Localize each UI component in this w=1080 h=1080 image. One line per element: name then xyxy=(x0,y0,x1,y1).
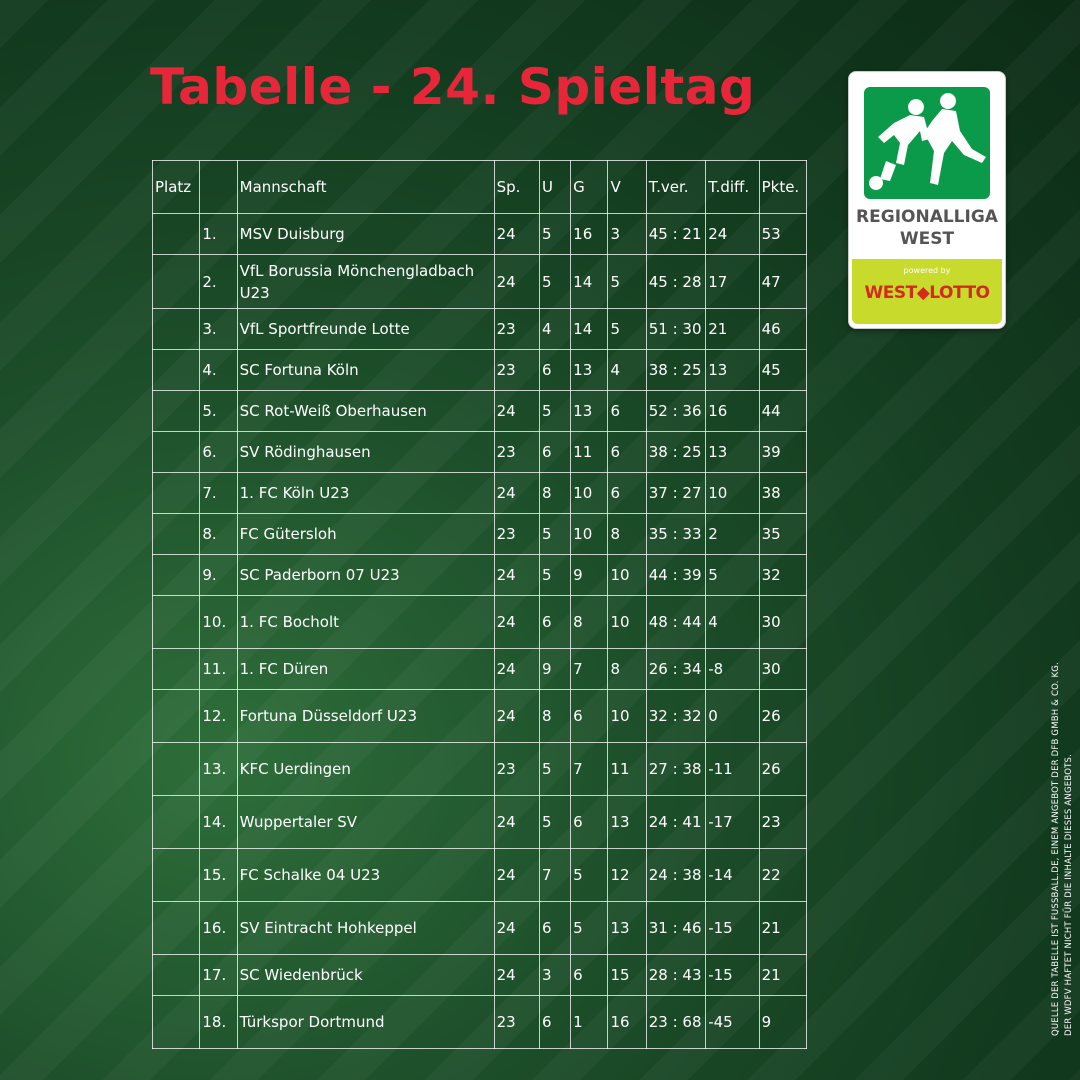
regionalliga-west-logo xyxy=(848,71,1006,329)
cell-draws: 9 xyxy=(539,649,570,690)
cell-losses: 5 xyxy=(608,255,646,309)
cell-draws: 5 xyxy=(539,555,570,596)
cell-draws: 5 xyxy=(539,214,570,255)
cell-points: 21 xyxy=(759,955,806,996)
cell-games: 24 xyxy=(494,690,539,743)
page-title: Tabelle - 24. Spieltag xyxy=(150,58,756,116)
cell-rank: 3. xyxy=(200,309,237,350)
table-row xyxy=(153,996,807,1049)
cell-draws: 5 xyxy=(539,796,570,849)
cell-games: 24 xyxy=(494,473,539,514)
column-header-losses: V xyxy=(608,161,646,214)
league-name-line1: REGIONALLIGA xyxy=(856,207,998,227)
cell-rank: 7. xyxy=(200,473,237,514)
cell-wins: 11 xyxy=(571,432,608,473)
cell-wins: 6 xyxy=(571,690,608,743)
table-header xyxy=(153,161,807,214)
cell-goal-diff: 13 xyxy=(706,432,759,473)
cell-wins: 14 xyxy=(571,255,608,309)
cell-rank: 12. xyxy=(200,690,237,743)
cell-goal-diff: 4 xyxy=(706,596,759,649)
cell-goal-diff: -15 xyxy=(706,902,759,955)
cell-goals: 28 : 43 xyxy=(646,955,705,996)
cell-wins: 16 xyxy=(571,214,608,255)
column-header-points: Pkte. xyxy=(759,161,806,214)
football-players-icon xyxy=(864,87,990,199)
cell-draws: 5 xyxy=(539,391,570,432)
cell-goal-diff: 21 xyxy=(706,309,759,350)
cell-games: 24 xyxy=(494,649,539,690)
cell-rank: 15. xyxy=(200,849,237,902)
cell-wins: 1 xyxy=(571,996,608,1049)
cell-platz xyxy=(153,432,200,473)
cell-points: 53 xyxy=(759,214,806,255)
cell-points: 30 xyxy=(759,596,806,649)
cell-goal-diff: -11 xyxy=(706,743,759,796)
cell-team: SC Paderborn 07 U23 xyxy=(237,555,494,596)
cell-goals: 45 : 28 xyxy=(646,255,705,309)
league-name-line2: WEST xyxy=(899,229,955,249)
cell-draws: 6 xyxy=(539,596,570,649)
cell-points: 47 xyxy=(759,255,806,309)
cell-goals: 45 : 21 xyxy=(646,214,705,255)
cell-platz xyxy=(153,514,200,555)
cell-team: VfL Borussia Mönchengladbach U23 xyxy=(237,255,494,309)
cell-platz xyxy=(153,902,200,955)
cell-wins: 5 xyxy=(571,849,608,902)
cell-goals: 24 : 38 xyxy=(646,849,705,902)
cell-rank: 18. xyxy=(200,996,237,1049)
cell-losses: 6 xyxy=(608,432,646,473)
cell-points: 39 xyxy=(759,432,806,473)
cell-platz xyxy=(153,690,200,743)
cell-team: 1. FC Köln U23 xyxy=(237,473,494,514)
cell-goal-diff: 13 xyxy=(706,350,759,391)
cell-rank: 17. xyxy=(200,955,237,996)
cell-goal-diff: 0 xyxy=(706,690,759,743)
table-row xyxy=(153,555,807,596)
cell-goals: 31 : 46 xyxy=(646,902,705,955)
cell-wins: 6 xyxy=(571,796,608,849)
cell-goals: 52 : 36 xyxy=(646,391,705,432)
cell-losses: 6 xyxy=(608,391,646,432)
cell-points: 30 xyxy=(759,649,806,690)
cell-points: 45 xyxy=(759,350,806,391)
cell-draws: 6 xyxy=(539,996,570,1049)
cell-games: 24 xyxy=(494,555,539,596)
cell-wins: 10 xyxy=(571,514,608,555)
cell-games: 23 xyxy=(494,514,539,555)
cell-points: 26 xyxy=(759,690,806,743)
column-header-games: Sp. xyxy=(494,161,539,214)
source-note-line1: QUELLE DER TABELLE IST FUSSBALL.DE, EINEM ANGEBOT DER DFB GMBH & CO. KG. xyxy=(1051,662,1061,1036)
column-header-draws: U xyxy=(539,161,570,214)
cell-draws: 8 xyxy=(539,690,570,743)
cell-games: 23 xyxy=(494,350,539,391)
cell-losses: 10 xyxy=(608,690,646,743)
cell-rank: 10. xyxy=(200,596,237,649)
cell-goal-diff: -45 xyxy=(706,996,759,1049)
sponsor-logo: WEST◆LOTTO xyxy=(864,283,990,303)
cell-goals: 27 : 38 xyxy=(646,743,705,796)
cell-goals: 32 : 32 xyxy=(646,690,705,743)
cell-team: Fortuna Düsseldorf U23 xyxy=(237,690,494,743)
cell-goals: 44 : 39 xyxy=(646,555,705,596)
cell-platz xyxy=(153,996,200,1049)
cell-team: 1. FC Bocholt xyxy=(237,596,494,649)
table-row xyxy=(153,743,807,796)
cell-draws: 7 xyxy=(539,849,570,902)
table-row xyxy=(153,391,807,432)
cell-team: SC Wiedenbrück xyxy=(237,955,494,996)
cell-games: 23 xyxy=(494,309,539,350)
cell-losses: 13 xyxy=(608,796,646,849)
cell-team: SV Rödinghausen xyxy=(237,432,494,473)
cell-losses: 8 xyxy=(608,649,646,690)
cell-goals: 38 : 25 xyxy=(646,432,705,473)
cell-platz xyxy=(153,596,200,649)
cell-games: 24 xyxy=(494,902,539,955)
table-row xyxy=(153,214,807,255)
column-header-rank xyxy=(200,161,237,214)
cell-wins: 13 xyxy=(571,391,608,432)
cell-losses: 3 xyxy=(608,214,646,255)
players-silhouette xyxy=(864,87,990,199)
cell-points: 44 xyxy=(759,391,806,432)
cell-team: SC Rot-Weiß Oberhausen xyxy=(237,391,494,432)
cell-goals: 26 : 34 xyxy=(646,649,705,690)
column-header-platz: Platz xyxy=(153,161,200,214)
table-body xyxy=(153,214,807,1049)
cell-games: 24 xyxy=(494,596,539,649)
cell-platz xyxy=(153,255,200,309)
cell-wins: 6 xyxy=(571,955,608,996)
cell-draws: 5 xyxy=(539,255,570,309)
cell-wins: 14 xyxy=(571,309,608,350)
cell-goal-diff: -14 xyxy=(706,849,759,902)
cell-points: 35 xyxy=(759,514,806,555)
cell-goal-diff: 2 xyxy=(706,514,759,555)
cell-games: 24 xyxy=(494,796,539,849)
cell-rank: 9. xyxy=(200,555,237,596)
table-row xyxy=(153,649,807,690)
cell-goal-diff: 16 xyxy=(706,391,759,432)
table-row xyxy=(153,596,807,649)
source-note-line2: DER WDFV HAFTET NICHT FÜR DIE INHALTE DIESES ANGEBOTS. xyxy=(1064,754,1074,1036)
table-row xyxy=(153,849,807,902)
table-row xyxy=(153,255,807,309)
cell-games: 23 xyxy=(494,743,539,796)
cell-wins: 8 xyxy=(571,596,608,649)
cell-team: SC Fortuna Köln xyxy=(237,350,494,391)
sponsor-band xyxy=(852,259,1002,324)
cell-goal-diff: -15 xyxy=(706,955,759,996)
cell-losses: 12 xyxy=(608,849,646,902)
cell-rank: 6. xyxy=(200,432,237,473)
cell-rank: 4. xyxy=(200,350,237,391)
cell-team: MSV Duisburg xyxy=(237,214,494,255)
cell-losses: 13 xyxy=(608,902,646,955)
cell-points: 32 xyxy=(759,555,806,596)
cell-points: 38 xyxy=(759,473,806,514)
cell-draws: 6 xyxy=(539,902,570,955)
cell-games: 24 xyxy=(494,849,539,902)
cell-rank: 2. xyxy=(200,255,237,309)
cell-team: Wuppertaler SV xyxy=(237,796,494,849)
cell-wins: 7 xyxy=(571,649,608,690)
cell-wins: 10 xyxy=(571,473,608,514)
table-row xyxy=(153,309,807,350)
cell-platz xyxy=(153,473,200,514)
table-row xyxy=(153,514,807,555)
cell-games: 23 xyxy=(494,996,539,1049)
league-name xyxy=(849,206,1005,250)
cell-points: 21 xyxy=(759,902,806,955)
cell-points: 46 xyxy=(759,309,806,350)
cell-losses: 4 xyxy=(608,350,646,391)
cell-goal-diff: 24 xyxy=(706,214,759,255)
cell-team: SV Eintracht Hohkeppel xyxy=(237,902,494,955)
cell-losses: 11 xyxy=(608,743,646,796)
cell-losses: 16 xyxy=(608,996,646,1049)
cell-goals: 23 : 68 xyxy=(646,996,705,1049)
cell-wins: 5 xyxy=(571,902,608,955)
cell-rank: 13. xyxy=(200,743,237,796)
column-header-wins: G xyxy=(571,161,608,214)
cell-points: 22 xyxy=(759,849,806,902)
table-row xyxy=(153,432,807,473)
cell-platz xyxy=(153,849,200,902)
table-row xyxy=(153,902,807,955)
cell-platz xyxy=(153,649,200,690)
cell-team: 1. FC Düren xyxy=(237,649,494,690)
cell-losses: 10 xyxy=(608,596,646,649)
cell-games: 24 xyxy=(494,391,539,432)
table-row xyxy=(153,350,807,391)
cell-rank: 8. xyxy=(200,514,237,555)
cell-team: KFC Uerdingen xyxy=(237,743,494,796)
cell-goal-diff: 5 xyxy=(706,555,759,596)
cell-rank: 5. xyxy=(200,391,237,432)
cell-goals: 38 : 25 xyxy=(646,350,705,391)
table-row xyxy=(153,955,807,996)
cell-goal-diff: -17 xyxy=(706,796,759,849)
cell-draws: 4 xyxy=(539,309,570,350)
cell-points: 9 xyxy=(759,996,806,1049)
cell-team: Türkspor Dortmund xyxy=(237,996,494,1049)
cell-draws: 6 xyxy=(539,350,570,391)
table-header-row xyxy=(153,161,807,214)
cell-platz xyxy=(153,350,200,391)
cell-draws: 6 xyxy=(539,432,570,473)
cell-platz xyxy=(153,743,200,796)
cell-games: 24 xyxy=(494,214,539,255)
cell-team: VfL Sportfreunde Lotte xyxy=(237,309,494,350)
cell-goals: 35 : 33 xyxy=(646,514,705,555)
cell-rank: 1. xyxy=(200,214,237,255)
cell-wins: 7 xyxy=(571,743,608,796)
cell-rank: 11. xyxy=(200,649,237,690)
table-row xyxy=(153,473,807,514)
cell-draws: 5 xyxy=(539,514,570,555)
cell-points: 23 xyxy=(759,796,806,849)
cell-rank: 14. xyxy=(200,796,237,849)
cell-losses: 8 xyxy=(608,514,646,555)
cell-platz xyxy=(153,955,200,996)
column-header-goals: T.ver. xyxy=(646,161,705,214)
table-row xyxy=(153,690,807,743)
cell-draws: 8 xyxy=(539,473,570,514)
cell-goal-diff: -8 xyxy=(706,649,759,690)
cell-platz xyxy=(153,796,200,849)
cell-team: FC Gütersloh xyxy=(237,514,494,555)
cell-platz xyxy=(153,555,200,596)
cell-rank: 16. xyxy=(200,902,237,955)
column-header-goal-diff: T.diff. xyxy=(706,161,759,214)
cell-platz xyxy=(153,214,200,255)
cell-goals: 51 : 30 xyxy=(646,309,705,350)
cell-losses: 15 xyxy=(608,955,646,996)
source-note xyxy=(1050,662,1076,1036)
standings-table xyxy=(152,160,807,1049)
cell-draws: 5 xyxy=(539,743,570,796)
cell-losses: 6 xyxy=(608,473,646,514)
cell-wins: 13 xyxy=(571,350,608,391)
cell-points: 26 xyxy=(759,743,806,796)
cell-losses: 5 xyxy=(608,309,646,350)
cell-games: 24 xyxy=(494,255,539,309)
cell-team: FC Schalke 04 U23 xyxy=(237,849,494,902)
cell-goals: 37 : 27 xyxy=(646,473,705,514)
cell-platz xyxy=(153,309,200,350)
table-row xyxy=(153,796,807,849)
cell-games: 23 xyxy=(494,432,539,473)
cell-platz xyxy=(153,391,200,432)
cell-goal-diff: 17 xyxy=(706,255,759,309)
cell-wins: 9 xyxy=(571,555,608,596)
cell-losses: 10 xyxy=(608,555,646,596)
cell-goal-diff: 10 xyxy=(706,473,759,514)
cell-goals: 48 : 44 xyxy=(646,596,705,649)
cell-draws: 3 xyxy=(539,955,570,996)
column-header-team: Mannschaft xyxy=(237,161,494,214)
cell-goals: 24 : 41 xyxy=(646,796,705,849)
powered-by-label: powered by xyxy=(903,266,951,275)
cell-games: 24 xyxy=(494,955,539,996)
